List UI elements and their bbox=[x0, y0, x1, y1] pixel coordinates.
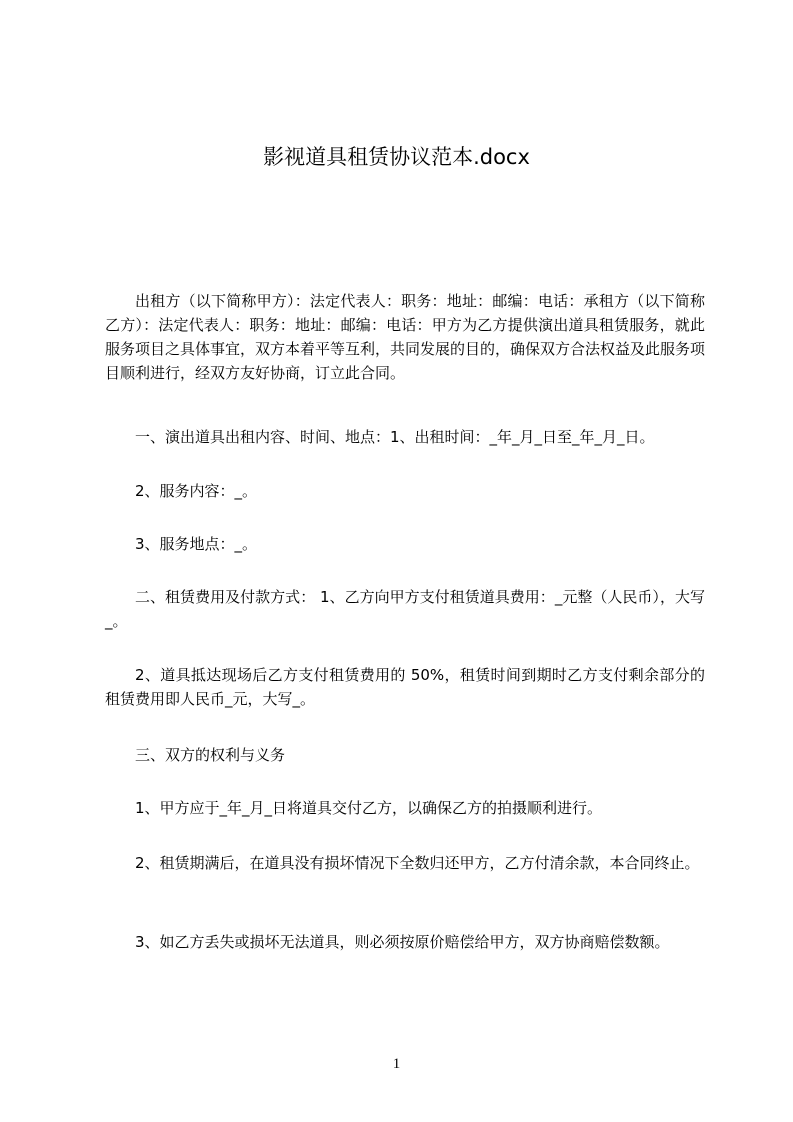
document-title: 影视道具租赁协议范本.docx bbox=[263, 145, 530, 169]
paragraph-obligation-3: 3、如乙方丢失或损坏无法道具，则必须按原价赔偿给甲方，双方协商赔偿数额。 bbox=[135, 933, 670, 951]
paragraph-service-content: 2、服务内容：_。 bbox=[135, 482, 258, 500]
paragraph-preamble: 出租方（以下简称甲方）：法定代表人：职务：地址：邮编：电话：承租方（以下简称乙方）：法定代表人：职务：地址：邮编：电话：甲方为乙方提供演出道具租赁服务，就此服务项目之具体事宜，双方本着平等互利，共同发展的目的，确保双方合法权益及此服务项目顺利进行，经双方友好协商，订立此合同。 bbox=[105, 292, 706, 382]
paragraph-service-location: 3、服务地点：_。 bbox=[135, 535, 258, 553]
paragraph-payment-terms: 2、道具抵达现场后乙方支付租赁费用的 50%，租赁时间到期时乙方支付剩余部分的租赁费用即人民币_元，大写_。 bbox=[105, 666, 705, 708]
paragraph-obligation-1: 1、甲方应于_年_月_日将道具交付乙方，以确保乙方的拍摄顺利进行。 bbox=[135, 799, 603, 817]
page-number: 1 bbox=[392, 1056, 401, 1072]
paragraph-section-2: 二、租赁费用及付款方式： 1、乙方向甲方支付租赁道具费用：_元整（人民币），大写_。 bbox=[105, 588, 705, 630]
paragraph-section-1: 一、演出道具出租内容、时间、地点：1、出租时间：_年_月_日至_年_月_日。 bbox=[135, 428, 655, 446]
paragraph-obligation-2: 2、租赁期满后，在道具没有损坏情况下全数归还甲方，乙方付清余款，本合同终止。 bbox=[135, 854, 700, 872]
paragraph-section-3: 三、双方的权利与义务 bbox=[135, 746, 286, 764]
